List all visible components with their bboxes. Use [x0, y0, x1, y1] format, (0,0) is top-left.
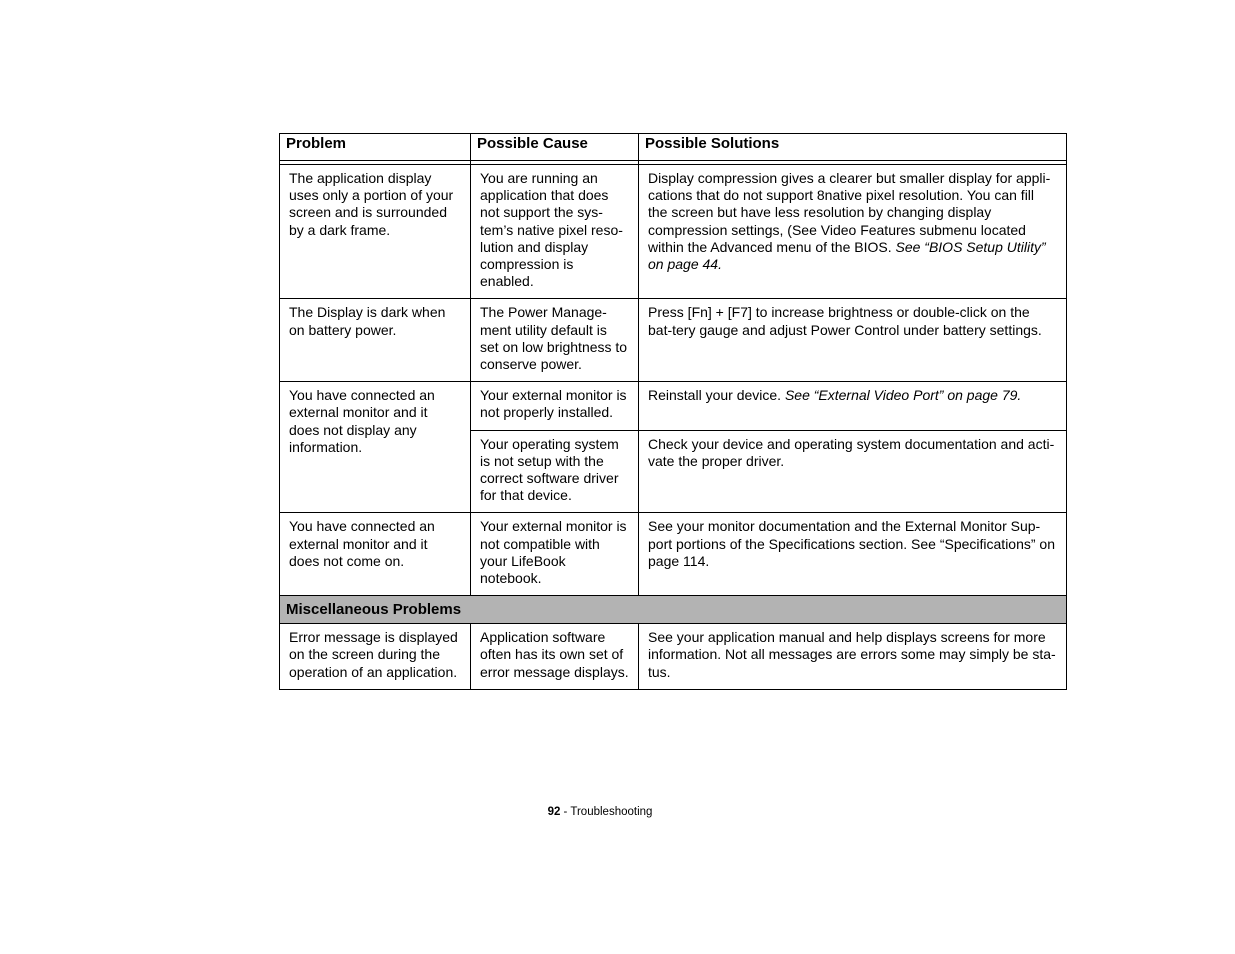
cause-cell: The Power Manage-ment utility default is set on low brightness to conserve power.	[471, 299, 639, 382]
solution-cell	[639, 382, 1067, 430]
cause-cell: You are running an application that does not support the sys-tem’s native pixel reso-lution and display compression is enabled.	[471, 165, 639, 299]
table-row	[280, 624, 1067, 690]
solution-cell	[639, 165, 1067, 299]
solution-cell: Press [Fn] + [F7] to increase brightness or double-click on the bat-tery gauge and adjust Power Control under battery settings.	[639, 299, 1067, 382]
section-header-row	[280, 596, 1067, 624]
solution-reference: See “External Video Port” on page 79.	[784, 387, 1022, 404]
solution-cell: Check your device and operating system documentation and acti-vate the proper driver.	[639, 430, 1067, 513]
page-footer	[0, 806, 1200, 818]
problem-cell: The Display is dark when on battery power.	[280, 299, 471, 382]
table-row	[280, 382, 1067, 430]
solution-cell: See your application manual and help displays screens for more information. Not all messages are errors some may simply be sta-tus.	[639, 624, 1067, 690]
footer-section: Troubleshooting	[570, 806, 653, 818]
header-possible-cause: Possible Cause	[471, 134, 639, 161]
cause-cell: Application software often has its own set of error message displays.	[471, 624, 639, 690]
solution-text: Reinstall your device.	[648, 387, 785, 404]
problem-cell: Error message is displayed on the screen during the operation of an application.	[280, 624, 471, 690]
solution-reference: See “BIOS Setup Utility” on page 44.	[648, 238, 1046, 273]
cause-cell: Your external monitor is not properly installed.	[471, 382, 639, 430]
header-problem: Problem	[280, 134, 471, 161]
table-row	[280, 513, 1067, 596]
problem-cell: You have connected an external monitor and it does not come on.	[280, 513, 471, 596]
section-title: Miscellaneous Problems	[280, 596, 1067, 624]
problem-cell: You have connected an external monitor and it does not display any information.	[280, 382, 471, 513]
cause-cell: Your operating system is not setup with the correct software driver for that device.	[471, 430, 639, 513]
footer-separator: -	[560, 806, 571, 818]
header-possible-solutions: Possible Solutions	[639, 134, 1067, 161]
troubleshooting-table	[279, 133, 1067, 690]
table-header-row	[280, 134, 1067, 161]
page-number: 92	[547, 806, 561, 818]
cause-cell: Your external monitor is not compatible with your LifeBook notebook.	[471, 513, 639, 596]
solution-cell: See your monitor documentation and the External Monitor Sup-port portions of the Specifications section. See “Specifications” on page 114.	[639, 513, 1067, 596]
table-row	[280, 165, 1067, 299]
table-row	[280, 299, 1067, 382]
solution-text: Display compression gives a clearer but smaller display for appli-cations that do not support 8native pixel resolution. You can fill the screen but have less resolution by changing display compression settings, (See Video Features submenu located within the Advanced menu of the BIOS.	[648, 170, 1051, 255]
problem-cell: The application display uses only a portion of your screen and is surrounded by a dark frame.	[280, 165, 471, 299]
